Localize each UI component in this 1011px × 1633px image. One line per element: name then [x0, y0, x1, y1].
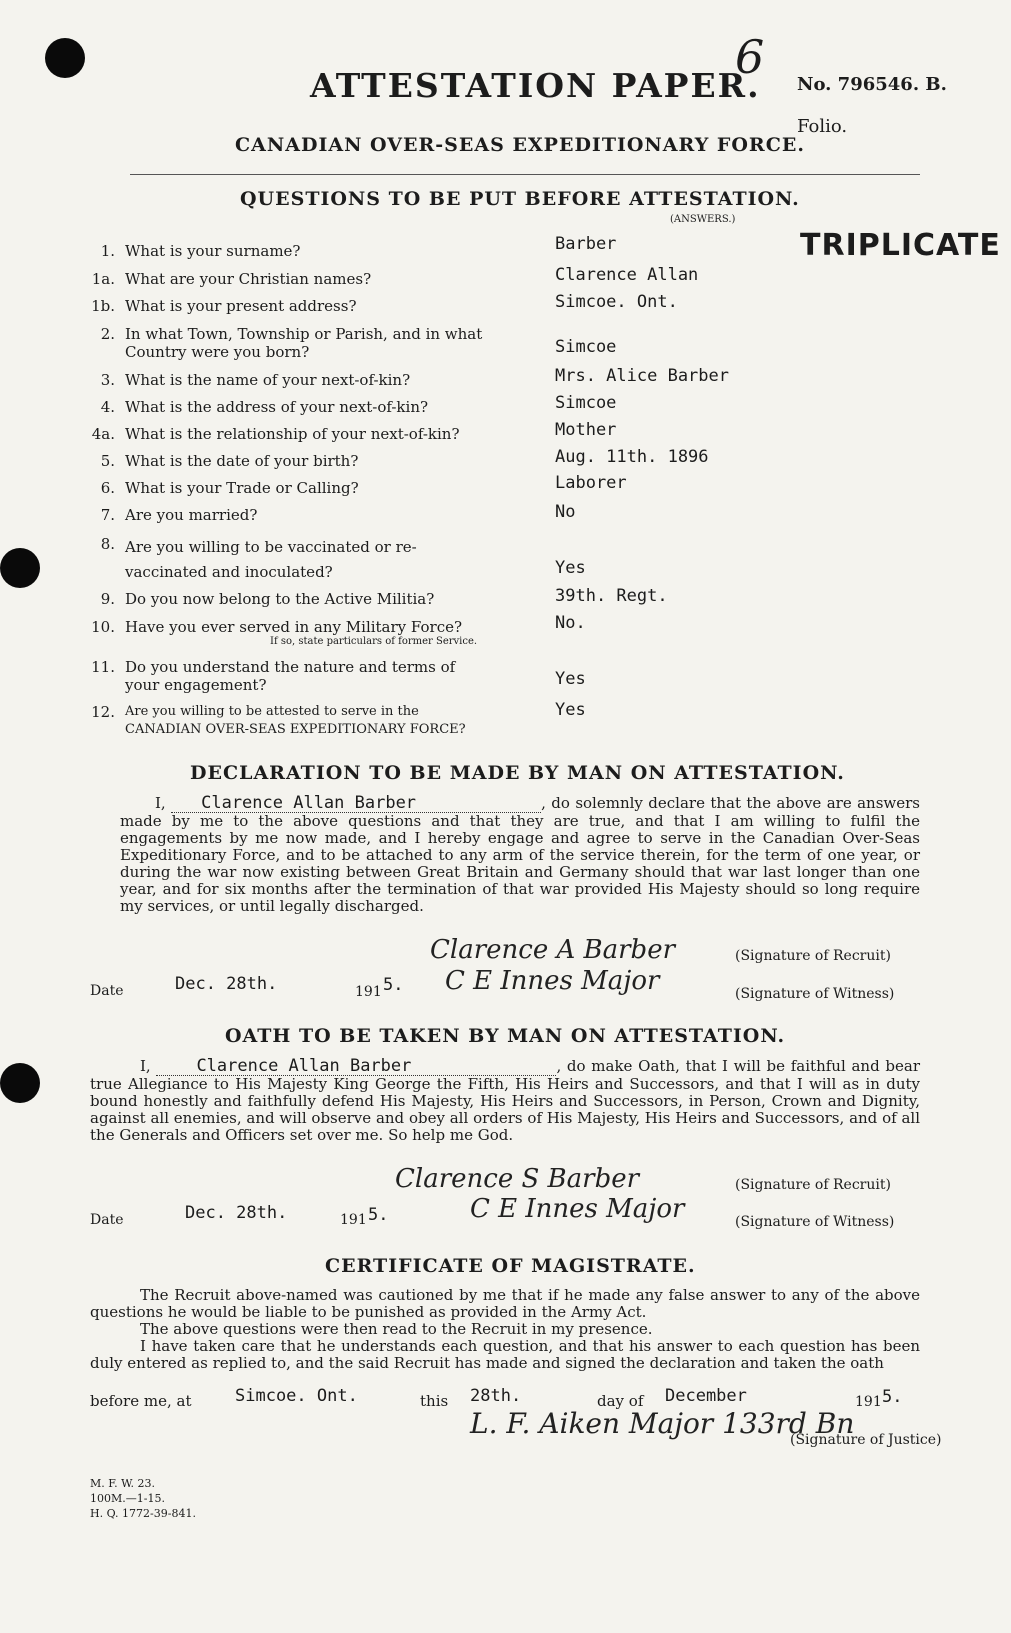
- declaration-year-prefix: 191: [355, 984, 382, 1000]
- answer-value: No.: [555, 613, 586, 633]
- question-text: Are you married?: [125, 506, 258, 524]
- print-run: 100M.—1-15.: [90, 1492, 165, 1505]
- question-text: Do you now belong to the Active Militia?: [125, 590, 435, 608]
- oath-witness-signature: C E Innes Major: [470, 1194, 685, 1224]
- question-number: 1a.: [91, 270, 115, 288]
- certificate-before-label: before me, at: [90, 1392, 192, 1410]
- question-text: What is your Trade or Calling?: [125, 479, 359, 497]
- answer-value: No: [555, 502, 576, 522]
- header-rule: [130, 174, 920, 175]
- question-number: 11.: [91, 658, 115, 676]
- question-text: Are you willing to be attested to serve in the CANADIAN OVER-SEAS EXPEDITIONARY FORCE?: [125, 704, 466, 737]
- form-code: M. F. W. 23.: [90, 1477, 156, 1490]
- oath-prefix: I,: [140, 1057, 151, 1075]
- oath-date: Dec. 28th.: [185, 1203, 288, 1223]
- question-number: 12.: [91, 703, 115, 721]
- question-number: 1b.: [91, 297, 115, 315]
- punch-hole-top: [45, 38, 85, 78]
- answer-value: 39th. Regt.: [555, 586, 668, 606]
- question-number: 9.: [100, 590, 115, 608]
- answer-value: Aug. 11th. 1896: [555, 447, 709, 467]
- declaration-witness-signature: C E Innes Major: [445, 966, 660, 996]
- answer-value: Clarence Allan: [555, 265, 699, 285]
- certificate-paragraph-3: I have taken care that he understands each question, and that his answer to each question has been duly entered as replied to, and the said Recruit has made and signed the declaration and taken the oath: [90, 1337, 920, 1372]
- oath-witness-caption: (Signature of Witness): [735, 1214, 895, 1230]
- questions-title: QUESTIONS TO BE PUT BEFORE ATTESTATION.: [240, 188, 800, 210]
- answer-value: Simcoe: [555, 337, 617, 357]
- justice-caption: (Signature of Justice): [790, 1432, 942, 1448]
- oath-text: , do make Oath, that I will be faithful and bear true Allegiance to His Majesty King George the Fifth, His Heirs and Successors, and that I will as in duty bound honestly and faithfully defend His Majesty, His Heirs and Successors, in Person, Crown and Dignity, against all enemies, and will observe and obey all orders of His Majesty, His Heirs and Successors, and of all the Generals and Officers set over me. So help me God.: [90, 1057, 920, 1144]
- declaration-body: [120, 795, 920, 915]
- question-number: 8.: [100, 535, 115, 553]
- question-text: What is the relationship of your next-of-kin?: [125, 425, 460, 443]
- folio-label: Folio.: [797, 116, 848, 137]
- form-number: No. 796546. B.: [797, 74, 947, 95]
- declaration-prefix: I,: [155, 794, 166, 812]
- declaration-date-label: Date: [90, 983, 124, 999]
- certificate-this-label: this: [420, 1392, 449, 1410]
- oath-name: Clarence Allan Barber: [156, 1058, 556, 1076]
- answer-value: Yes: [555, 700, 586, 720]
- oath-title: OATH TO BE TAKEN BY MAN ON ATTESTATION.: [225, 1025, 786, 1047]
- question-number: 6.: [100, 479, 115, 497]
- triplicate-stamp: TRIPLICATE: [800, 228, 1001, 263]
- declaration-title: DECLARATION TO BE MADE BY MAN ON ATTESTATION.: [190, 762, 845, 784]
- answer-value: Laborer: [555, 473, 627, 493]
- question-text: What is your present address?: [125, 297, 357, 315]
- question-number: 4a.: [91, 425, 115, 443]
- answer-value: Mrs. Alice Barber: [555, 366, 729, 386]
- question-text: Are you willing to be vaccinated or re-vaccinated and inoculated?: [125, 538, 417, 581]
- answer-value: Simcoe: [555, 393, 617, 413]
- declaration-date: Dec. 28th.: [175, 974, 278, 994]
- question-text: What is the name of your next-of-kin?: [125, 371, 411, 389]
- question-text: Do you understand the nature and terms of your engagement?: [125, 658, 456, 694]
- hq-code: H. Q. 1772-39-841.: [90, 1507, 196, 1520]
- oath-recruit-caption: (Signature of Recruit): [735, 1177, 891, 1193]
- answer-value: Barber: [555, 234, 617, 254]
- declaration-recruit-signature: Clarence A Barber: [430, 935, 676, 965]
- question-number: 5.: [100, 452, 115, 470]
- question-text: In what Town, Township or Parish, and in what Country were you born?: [125, 325, 483, 361]
- question-text: What is the address of your next-of-kin?: [125, 398, 429, 416]
- punch-hole-middle: [0, 548, 40, 588]
- question-number: 10.: [91, 618, 115, 636]
- declaration-year-suffix: 5.: [383, 975, 404, 995]
- certificate-place: Simcoe. Ont.: [235, 1386, 358, 1406]
- punch-hole-bottom: [0, 1063, 40, 1103]
- oath-recruit-signature: Clarence S Barber: [395, 1164, 640, 1194]
- oath-year-prefix: 191: [340, 1212, 367, 1228]
- answer-value: Yes: [555, 558, 586, 578]
- declaration-text: , do solemnly declare that the above are answers made by me to the above questions and that they are true, and that I am willing to fulfil the engagements by me now made, and I hereby engage and agree to serve in the Canadian Over-Seas Expeditionary Force, and to be attached to any arm of the service therein, for the term of one year, or during the war now existing between Great Britain and Germany should that war last longer than one year, and for six months after the termination of that war provided His Majesty should so long require my services, or until legally discharged.: [120, 794, 920, 915]
- answers-label: (ANSWERS.): [670, 214, 736, 225]
- question-number: 3.: [100, 371, 115, 389]
- certificate-paragraph-2: The above questions were then read to the Recruit in my presence.: [140, 1320, 653, 1338]
- page-title: ATTESTATION PAPER.: [310, 66, 761, 105]
- answer-value: Yes: [555, 669, 586, 689]
- question-note: If so, state particulars of former Service.: [270, 636, 478, 647]
- question-text: What is the date of your birth?: [125, 452, 359, 470]
- question-number: 2.: [100, 325, 115, 343]
- declaration-recruit-caption: (Signature of Recruit): [735, 948, 891, 964]
- question-text: What are your Christian names?: [125, 270, 372, 288]
- certificate-paragraph-1: The Recruit above-named was cautioned by me that if he made any false answer to any of the above questions he would be liable to be punished as provided in the Army Act.: [90, 1286, 920, 1321]
- answer-value: Simcoe. Ont.: [555, 292, 678, 312]
- answer-value: Mother: [555, 420, 617, 440]
- question-number: 7.: [100, 506, 115, 524]
- question-number: 1.: [100, 242, 115, 260]
- certificate-body: [90, 1287, 920, 1372]
- justice-signature: L. F. Aiken Major 133rd Bn: [470, 1407, 855, 1440]
- question-text: What is your surname?: [125, 242, 301, 260]
- handwritten-mark: 6: [735, 30, 765, 84]
- subtitle: CANADIAN OVER-SEAS EXPEDITIONARY FORCE.: [235, 134, 805, 156]
- question-text: Have you ever served in any Military Force?: [125, 618, 463, 636]
- declaration-name: Clarence Allan Barber: [171, 795, 541, 813]
- certificate-day: 28th.: [470, 1386, 522, 1406]
- declaration-witness-caption: (Signature of Witness): [735, 986, 895, 1002]
- oath-year-suffix: 5.: [368, 1205, 389, 1225]
- certificate-month: December: [665, 1386, 747, 1406]
- certificate-title: CERTIFICATE OF MAGISTRATE.: [325, 1255, 696, 1277]
- oath-body: [90, 1058, 920, 1144]
- oath-date-label: Date: [90, 1212, 124, 1228]
- certificate-day-of-label: day of: [597, 1392, 644, 1410]
- certificate-year-prefix: 191: [855, 1394, 882, 1410]
- certificate-year-suffix: 5.: [882, 1387, 903, 1407]
- question-number: 4.: [100, 398, 115, 416]
